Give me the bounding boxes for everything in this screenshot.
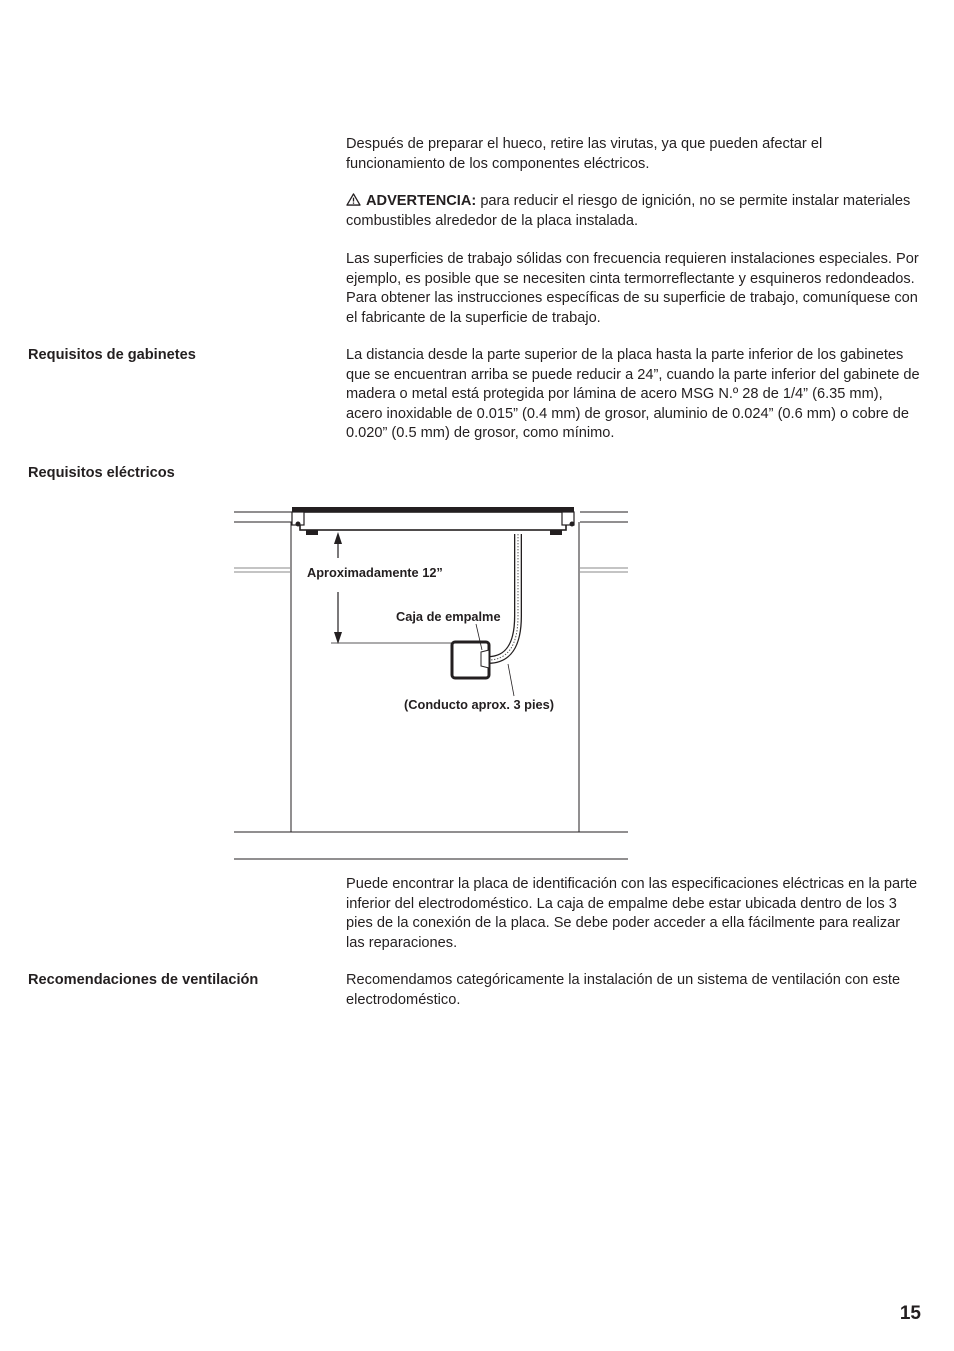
paragraph-solid-surfaces: Las superficies de trabajo sólidas con frecuencia requieren instalaciones especiales. Por ejemplo, es posible que se necesiten cinta termorreflectante y esquineros redondeados. Para obtener las instrucciones específicas de su superficie de trabajo, comuníquese con el fabricante de la superficie de trabajo. [346,251,919,326]
installation-diagram-drawing [232,500,632,862]
installation-diagram [232,500,632,862]
label-conduit: (Conducto aprox. 3 pies) [404,697,555,712]
junction-box [452,642,489,678]
page-number: 15 [899,1303,921,1324]
paragraph-ventilation: Recomendamos categóricamente la instalación de un sistema de ventilación con este electrodoméstico. [346,972,901,1008]
warning-text: para reducir el riesgo de ignición, no se permite instalar materiales combustibles alrededor de la placa instalada. [346,193,911,229]
warning-label: ADVERTENCIA: [366,193,477,209]
label-approx-12-inches: Aproximadamente 12” [307,565,443,580]
heading-electrical-requirements: Requisitos eléctricos [28,465,175,481]
heading-cabinet-requirements: Requisitos de gabinetes [28,347,196,363]
label-junction-box: Caja de empalme [396,609,501,624]
paragraph-cleanup: Después de preparar el hueco, retire las virutas, ya que pueden afectar el funcionamiento de los componentes eléctricos. [346,136,823,172]
paragraph-warning [346,192,922,231]
paragraph-nameplate: Puede encontrar la placa de identificación con las especificaciones eléctricas en la parte inferior del electrodoméstico. La caja de empalme debe estar ubicada dentro de los 3 pies de la conexión de la placa. Se debe poder acceder a ella fácilmente para realizar las reparaciones. [346,876,918,951]
warning-triangle-icon [346,193,361,206]
conduit [488,534,518,660]
paragraph-cabinet-clearance: La distancia desde la parte superior de la placa hasta la parte inferior de los gabinetes que se encuentran arriba se puede reducir a 24”, cuando la parte inferior del gabinete de madera o metal está protegida por lámina de acero MSG N.º 28 de 1/4” (6.35 mm), acero inoxidable de 0.015” (0.4 mm) de grosor, aluminio de 0.024” (0.6 mm) o cobre de 0.020” (0.5 mm) de grosor, como mínimo. [346,347,920,442]
cooktop [292,507,575,535]
distance-dimension-arrow [331,532,452,644]
heading-ventilation: Recomendaciones de ventilación [28,972,259,988]
